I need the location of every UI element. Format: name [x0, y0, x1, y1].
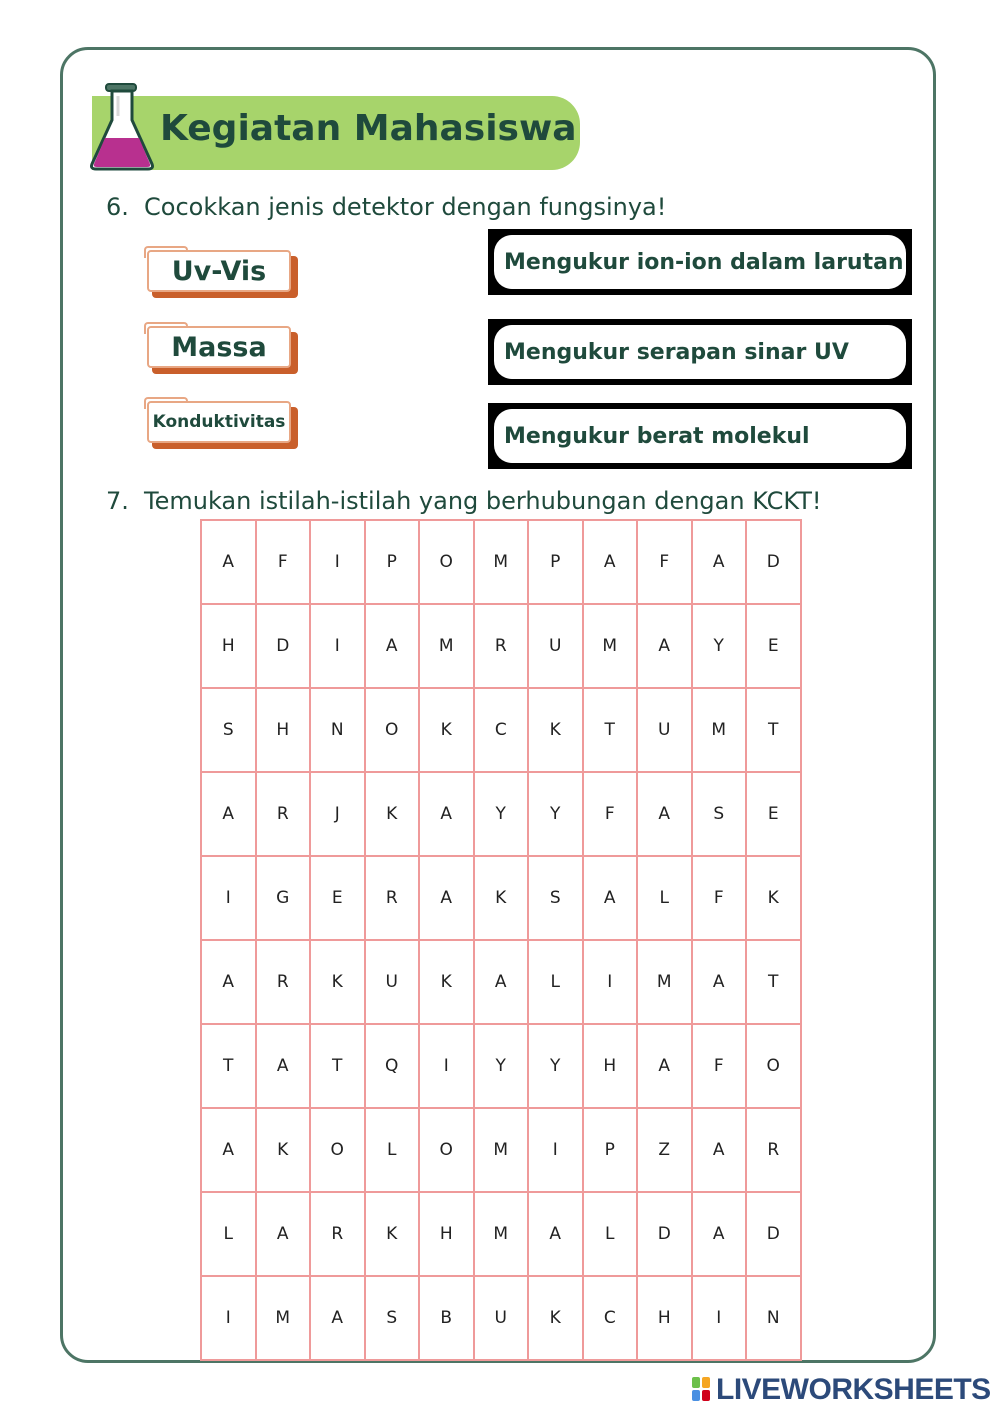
grid-cell[interactable]: F — [693, 1025, 748, 1109]
grid-cell[interactable]: A — [257, 1193, 312, 1277]
grid-cell[interactable]: K — [366, 1193, 421, 1277]
grid-cell[interactable]: M — [475, 521, 530, 605]
grid-cell[interactable]: A — [202, 1109, 257, 1193]
answer-label: Mengukur ion-ion dalam larutan — [494, 235, 906, 289]
grid-cell[interactable]: P — [584, 1109, 639, 1193]
grid-cell[interactable]: I — [311, 605, 366, 689]
grid-cell[interactable]: Z — [638, 1109, 693, 1193]
liveworksheets-logo-icon — [692, 1377, 712, 1403]
grid-cell[interactable]: E — [311, 857, 366, 941]
drop-zone-3[interactable] — [488, 403, 912, 469]
grid-cell[interactable]: A — [638, 1025, 693, 1109]
grid-cell[interactable]: U — [366, 941, 421, 1025]
grid-cell[interactable]: D — [747, 1193, 802, 1277]
grid-cell[interactable]: M — [584, 605, 639, 689]
grid-cell[interactable]: K — [311, 941, 366, 1025]
drag-card-label[interactable]: Massa — [147, 326, 291, 368]
grid-cell[interactable]: N — [311, 689, 366, 773]
word-search-grid[interactable] — [200, 519, 802, 1361]
grid-cell[interactable]: R — [366, 857, 421, 941]
grid-cell[interactable]: A — [693, 1109, 748, 1193]
grid-cell[interactable]: A — [584, 521, 639, 605]
grid-cell[interactable]: A — [366, 605, 421, 689]
question-6 — [106, 193, 666, 221]
grid-cell[interactable]: A — [638, 773, 693, 857]
grid-cell[interactable]: M — [420, 605, 475, 689]
grid-cell[interactable]: A — [420, 773, 475, 857]
drag-card-uv-vis[interactable] — [144, 250, 300, 300]
grid-cell[interactable]: I — [529, 1109, 584, 1193]
grid-cell[interactable]: F — [584, 773, 639, 857]
grid-cell[interactable]: K — [257, 1109, 312, 1193]
grid-cell[interactable]: T — [584, 689, 639, 773]
grid-cell[interactable]: O — [420, 1109, 475, 1193]
grid-cell[interactable]: D — [257, 605, 312, 689]
grid-cell[interactable]: M — [257, 1277, 312, 1361]
grid-cell[interactable]: A — [638, 605, 693, 689]
grid-cell[interactable]: E — [747, 773, 802, 857]
grid-cell[interactable]: O — [366, 689, 421, 773]
grid-cell[interactable]: I — [311, 521, 366, 605]
drag-card-konduktivitas[interactable] — [144, 401, 300, 451]
grid-cell[interactable]: F — [693, 857, 748, 941]
grid-cell[interactable]: N — [747, 1277, 802, 1361]
grid-cell[interactable]: K — [529, 1277, 584, 1361]
grid-cell[interactable]: K — [747, 857, 802, 941]
grid-cell[interactable]: H — [257, 689, 312, 773]
answer-label: Mengukur berat molekul — [494, 409, 906, 463]
grid-cell[interactable]: R — [747, 1109, 802, 1193]
grid-cell[interactable]: Q — [366, 1025, 421, 1109]
grid-cell[interactable]: I — [202, 857, 257, 941]
grid-cell[interactable]: D — [747, 521, 802, 605]
grid-cell[interactable]: E — [747, 605, 802, 689]
grid-cell[interactable]: K — [366, 773, 421, 857]
grid-cell[interactable]: U — [638, 689, 693, 773]
grid-cell[interactable]: I — [693, 1277, 748, 1361]
brand-name: LIVEWORKSHEETS — [716, 1373, 991, 1406]
drag-card-massa[interactable] — [144, 326, 300, 376]
grid-cell[interactable]: K — [420, 941, 475, 1025]
grid-cell[interactable]: L — [584, 1193, 639, 1277]
grid-cell[interactable]: L — [638, 857, 693, 941]
grid-cell[interactable]: H — [202, 605, 257, 689]
grid-cell[interactable]: Y — [693, 605, 748, 689]
question-7 — [106, 487, 822, 515]
grid-cell[interactable]: T — [747, 941, 802, 1025]
grid-cell[interactable]: S — [529, 857, 584, 941]
grid-cell[interactable]: C — [475, 689, 530, 773]
grid-cell[interactable]: A — [529, 1193, 584, 1277]
grid-cell[interactable]: M — [475, 1109, 530, 1193]
grid-cell[interactable]: S — [202, 689, 257, 773]
grid-cell[interactable]: Y — [475, 773, 530, 857]
grid-cell[interactable]: R — [257, 773, 312, 857]
grid-cell[interactable]: U — [475, 1277, 530, 1361]
grid-cell[interactable]: L — [529, 941, 584, 1025]
grid-cell[interactable]: K — [529, 689, 584, 773]
grid-cell[interactable]: P — [529, 521, 584, 605]
drop-zone-1[interactable] — [488, 229, 912, 295]
grid-cell[interactable]: A — [693, 941, 748, 1025]
grid-cell[interactable]: T — [202, 1025, 257, 1109]
grid-cell[interactable]: I — [584, 941, 639, 1025]
grid-cell[interactable]: M — [475, 1193, 530, 1277]
grid-cell[interactable]: I — [420, 1025, 475, 1109]
grid-cell[interactable]: K — [475, 857, 530, 941]
grid-cell[interactable]: R — [257, 941, 312, 1025]
grid-cell[interactable]: H — [638, 1277, 693, 1361]
grid-cell[interactable]: S — [693, 773, 748, 857]
grid-cell[interactable]: J — [311, 773, 366, 857]
grid-cell[interactable]: F — [638, 521, 693, 605]
grid-cell[interactable]: R — [311, 1193, 366, 1277]
answer-label: Mengukur serapan sinar UV — [494, 325, 906, 379]
grid-cell[interactable]: A — [475, 941, 530, 1025]
grid-cell[interactable]: A — [311, 1277, 366, 1361]
grid-cell[interactable]: A — [693, 521, 748, 605]
grid-cell[interactable]: G — [257, 857, 312, 941]
grid-cell[interactable]: H — [584, 1025, 639, 1109]
grid-cell[interactable]: U — [529, 605, 584, 689]
grid-cell[interactable]: A — [202, 521, 257, 605]
grid-cell[interactable]: A — [202, 773, 257, 857]
grid-cell[interactable]: I — [202, 1277, 257, 1361]
grid-cell[interactable]: Y — [475, 1025, 530, 1109]
grid-cell[interactable]: T — [747, 689, 802, 773]
grid-cell[interactable]: D — [638, 1193, 693, 1277]
drag-card-label[interactable]: Konduktivitas — [147, 401, 291, 443]
grid-cell[interactable]: M — [693, 689, 748, 773]
grid-cell[interactable]: O — [311, 1109, 366, 1193]
grid-cell[interactable]: Y — [529, 1025, 584, 1109]
grid-cell[interactable]: A — [202, 941, 257, 1025]
grid-cell[interactable]: M — [638, 941, 693, 1025]
grid-cell[interactable]: S — [366, 1277, 421, 1361]
grid-cell[interactable]: R — [475, 605, 530, 689]
grid-cell[interactable]: C — [584, 1277, 639, 1361]
drop-zone-2[interactable] — [488, 319, 912, 385]
question-7-number: 7. — [106, 487, 129, 515]
grid-cell[interactable]: L — [366, 1109, 421, 1193]
grid-cell[interactable]: A — [257, 1025, 312, 1109]
grid-cell[interactable]: F — [257, 521, 312, 605]
question-6-text: Cocokkan jenis detektor dengan fungsinya! — [144, 193, 667, 221]
grid-cell[interactable]: A — [584, 857, 639, 941]
grid-cell[interactable]: O — [747, 1025, 802, 1109]
page-title: Kegiatan Mahasiswa — [160, 108, 577, 149]
grid-cell[interactable]: L — [202, 1193, 257, 1277]
grid-cell[interactable]: A — [420, 857, 475, 941]
liveworksheets-logo — [692, 1374, 991, 1406]
grid-cell[interactable]: H — [420, 1193, 475, 1277]
drag-card-label[interactable]: Uv-Vis — [147, 250, 291, 292]
question-7-text: Temukan istilah-istilah yang berhubungan dengan KCKT! — [144, 487, 822, 515]
grid-cell[interactable]: B — [420, 1277, 475, 1361]
grid-cell[interactable]: O — [420, 521, 475, 605]
grid-cell[interactable]: K — [420, 689, 475, 773]
grid-cell[interactable]: Y — [529, 773, 584, 857]
grid-cell[interactable]: T — [311, 1025, 366, 1109]
grid-cell[interactable]: A — [693, 1193, 748, 1277]
grid-cell[interactable]: P — [366, 521, 421, 605]
question-6-number: 6. — [106, 193, 129, 221]
flask-icon — [86, 80, 162, 172]
